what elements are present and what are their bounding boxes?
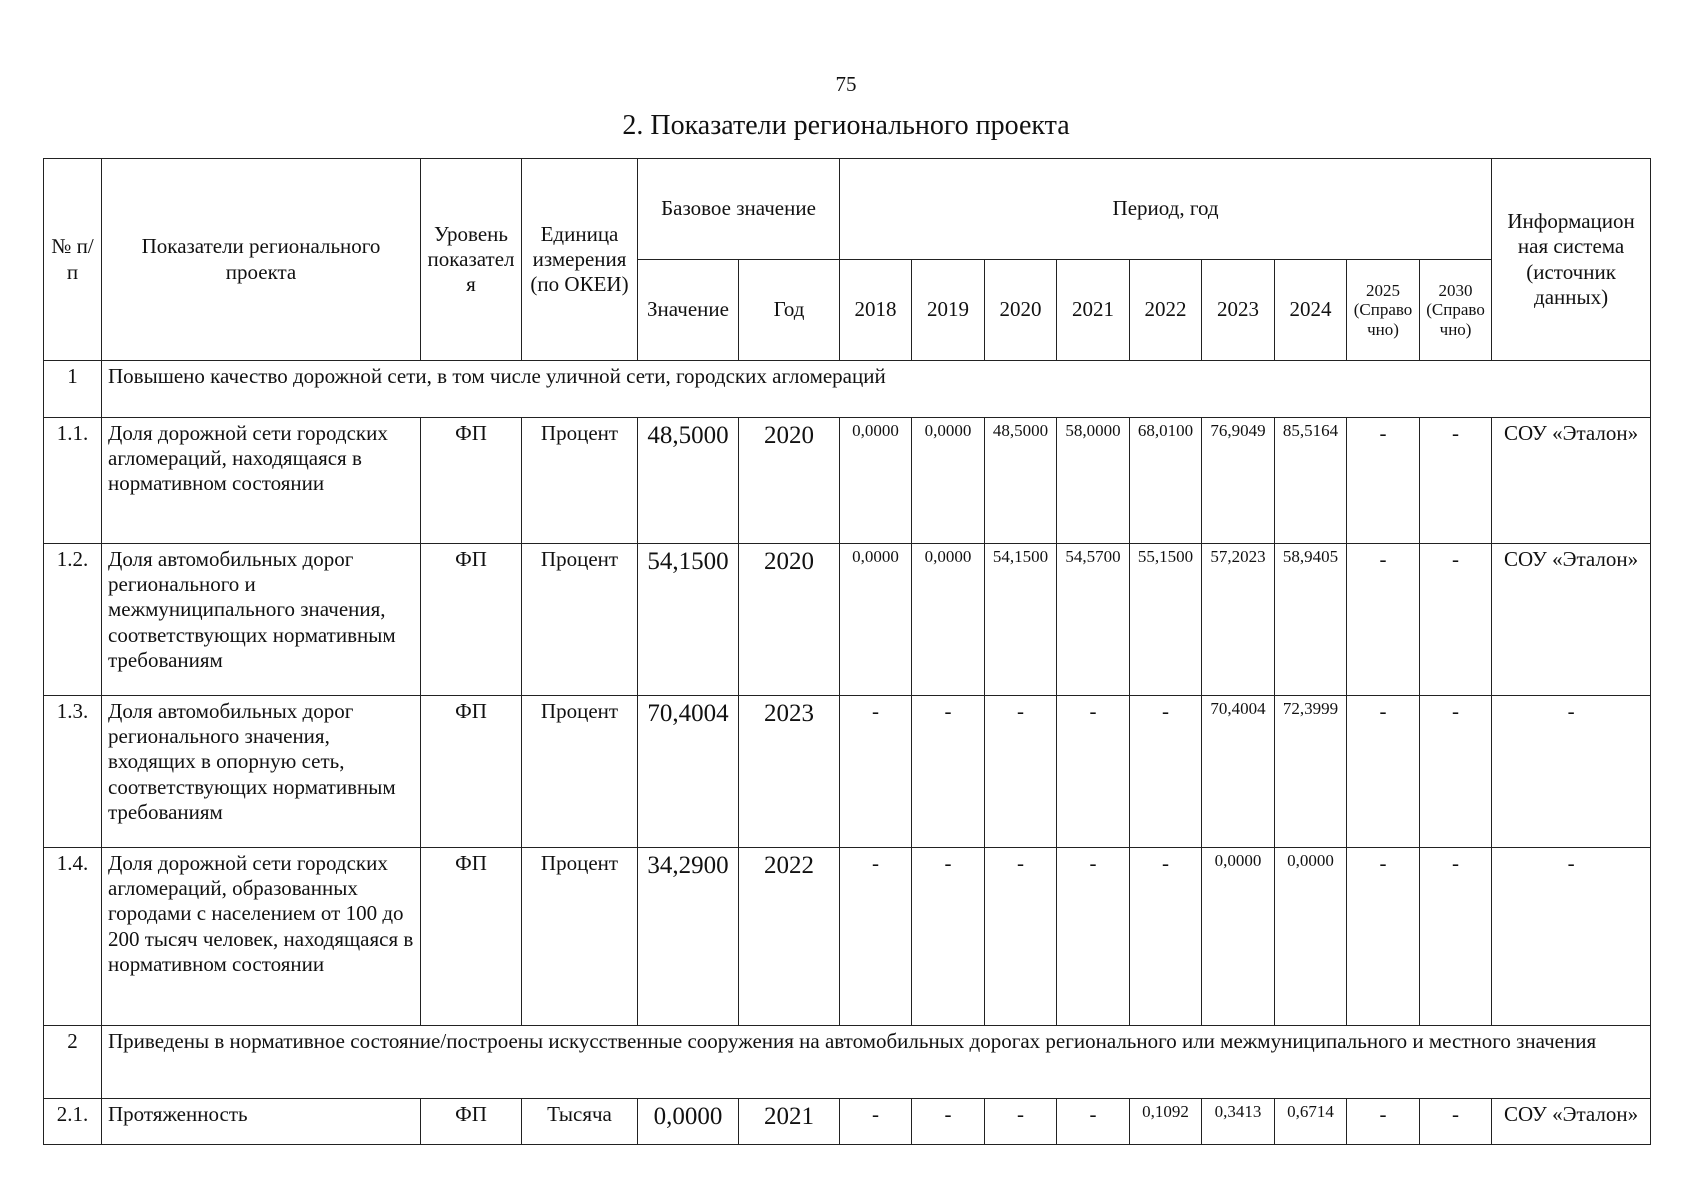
header-year: 2018 — [840, 260, 912, 361]
row-name: Доля автомобильных дорог регионального значения, входящих в опорную сеть, соответствующих нормативным требованиям — [102, 696, 421, 848]
row-base-value: 70,4004 — [638, 696, 739, 848]
header-year: 2030 (Справо чно) — [1420, 260, 1492, 361]
row-level: ФП — [421, 696, 522, 848]
row-value: - — [1347, 544, 1420, 696]
group-title: Повышено качество дорожной сети, в том числе уличной сети, городских агломераций — [102, 361, 1651, 418]
header-base: Базовое значение — [638, 159, 840, 260]
header-year: 2019 — [912, 260, 985, 361]
row-value: - — [1420, 544, 1492, 696]
row-value: 54,5700 — [1057, 544, 1130, 696]
row-num: 2.1. — [44, 1099, 102, 1145]
row-base-value: 54,1500 — [638, 544, 739, 696]
row-level: ФП — [421, 848, 522, 1026]
row-level: ФП — [421, 544, 522, 696]
row-value: 0,0000 — [1275, 848, 1347, 1026]
table-row — [44, 544, 1651, 696]
row-value: 58,9405 — [1275, 544, 1347, 696]
row-unit: Тысяча — [522, 1099, 638, 1145]
row-info: СОУ «Эталон» — [1492, 418, 1651, 544]
row-unit: Процент — [522, 696, 638, 848]
group-row — [44, 361, 1651, 418]
row-base-year: 2023 — [739, 696, 840, 848]
row-name: Доля дорожной сети городских агломераций, образованных городами с населением от 100 до 200 тысяч человек, находящаяся в нормативном состоянии — [102, 848, 421, 1026]
group-title: Приведены в нормативное состояние/построены искусственные сооружения на автомобильных дорогах регионального или межмуниципального и местного значения — [102, 1026, 1651, 1099]
row-value: 0,0000 — [840, 418, 912, 544]
row-level: ФП — [421, 418, 522, 544]
row-value: 72,3999 — [1275, 696, 1347, 848]
row-value: - — [985, 696, 1057, 848]
row-value: 68,0100 — [1130, 418, 1202, 544]
row-unit: Процент — [522, 418, 638, 544]
row-value: 0,6714 — [1275, 1099, 1347, 1145]
header-base-value: Значение — [638, 260, 739, 361]
row-value: - — [1347, 848, 1420, 1026]
row-name: Доля дорожной сети городских агломераций, находящаяся в нормативном состоянии — [102, 418, 421, 544]
row-value: - — [912, 1099, 985, 1145]
header-year: 2020 — [985, 260, 1057, 361]
table-row — [44, 696, 1651, 848]
row-value: - — [1347, 1099, 1420, 1145]
table-row — [44, 848, 1651, 1026]
row-value: 57,2023 — [1202, 544, 1275, 696]
row-value: 0,1092 — [1130, 1099, 1202, 1145]
header-row-1 — [44, 159, 1651, 260]
row-value: - — [1420, 418, 1492, 544]
header-year: 2025 (Справо чно) — [1347, 260, 1420, 361]
header-name: Показатели регионального проекта — [102, 159, 421, 361]
row-info: - — [1492, 696, 1651, 848]
row-base-year: 2020 — [739, 418, 840, 544]
row-value: 48,5000 — [985, 418, 1057, 544]
row-num: 1.4. — [44, 848, 102, 1026]
row-num: 1.3. — [44, 696, 102, 848]
indicators-table — [43, 158, 1651, 1145]
row-info: СОУ «Эталон» — [1492, 1099, 1651, 1145]
row-value: 54,1500 — [985, 544, 1057, 696]
row-info: СОУ «Эталон» — [1492, 544, 1651, 696]
row-value: 76,9049 — [1202, 418, 1275, 544]
row-base-year: 2022 — [739, 848, 840, 1026]
row-value: 70,4004 — [1202, 696, 1275, 848]
row-value: 55,1500 — [1130, 544, 1202, 696]
row-name: Доля автомобильных дорог регионального и межмуниципального значения, соответствующих нормативным требованиям — [102, 544, 421, 696]
row-value: 0,0000 — [1202, 848, 1275, 1026]
header-year: 2023 — [1202, 260, 1275, 361]
row-value: - — [840, 1099, 912, 1145]
header-base-year: Год — [739, 260, 840, 361]
row-base-year: 2020 — [739, 544, 840, 696]
row-base-value: 48,5000 — [638, 418, 739, 544]
row-base-value: 34,2900 — [638, 848, 739, 1026]
row-value: 58,0000 — [1057, 418, 1130, 544]
table-row — [44, 1099, 1651, 1145]
group-num: 2 — [44, 1026, 102, 1099]
row-value: - — [1420, 696, 1492, 848]
row-unit: Процент — [522, 848, 638, 1026]
header-year: 2024 — [1275, 260, 1347, 361]
row-unit: Процент — [522, 544, 638, 696]
row-value: - — [912, 848, 985, 1026]
header-unit: Единица измерения (по ОКЕИ) — [522, 159, 638, 361]
row-value: 85,5164 — [1275, 418, 1347, 544]
header-level: Уровень показател я — [421, 159, 522, 361]
row-value: - — [840, 696, 912, 848]
row-num: 1.2. — [44, 544, 102, 696]
row-value: - — [912, 696, 985, 848]
row-value: - — [1420, 848, 1492, 1026]
row-name: Протяженность — [102, 1099, 421, 1145]
row-value: - — [985, 848, 1057, 1026]
row-num: 1.1. — [44, 418, 102, 544]
row-value: 0,0000 — [912, 418, 985, 544]
row-value: 0,0000 — [912, 544, 985, 696]
row-value: - — [1347, 696, 1420, 848]
row-value: - — [1130, 848, 1202, 1026]
row-base-year: 2021 — [739, 1099, 840, 1145]
row-value: 0,3413 — [1202, 1099, 1275, 1145]
row-value: - — [840, 848, 912, 1026]
header-year: 2022 — [1130, 260, 1202, 361]
row-level: ФП — [421, 1099, 522, 1145]
row-value: - — [1057, 1099, 1130, 1145]
row-info: - — [1492, 848, 1651, 1026]
row-base-value: 0,0000 — [638, 1099, 739, 1145]
row-value: - — [1057, 696, 1130, 848]
header-period: Период, год — [840, 159, 1492, 260]
header-year: 2021 — [1057, 260, 1130, 361]
row-value: 0,0000 — [840, 544, 912, 696]
header-num: № п/п — [44, 159, 102, 361]
header-info: Информацион ная система (источник данных) — [1492, 159, 1651, 361]
document-title: 2. Показатели регионального проекта — [622, 110, 1070, 141]
group-row — [44, 1026, 1651, 1099]
row-value: - — [1130, 696, 1202, 848]
row-value: - — [1057, 848, 1130, 1026]
row-value: - — [985, 1099, 1057, 1145]
page-number: 75 — [835, 72, 857, 96]
table-row — [44, 418, 1651, 544]
group-num: 1 — [44, 361, 102, 418]
row-value: - — [1347, 418, 1420, 544]
row-value: - — [1420, 1099, 1492, 1145]
